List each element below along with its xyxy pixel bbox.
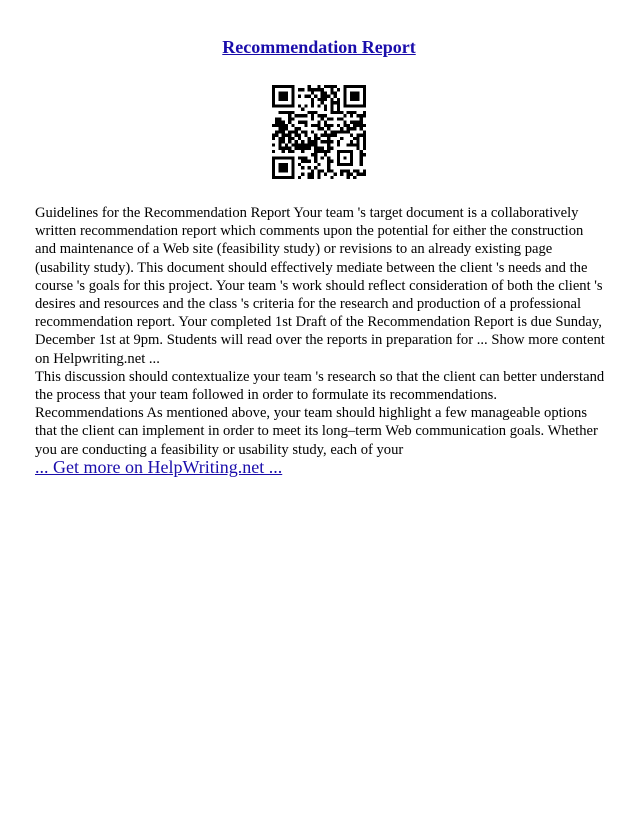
- qr-code-icon: [272, 85, 366, 179]
- page-title: [0, 36, 638, 58]
- get-more-link[interactable]: ... Get more on HelpWriting.net ...: [35, 457, 283, 477]
- paragraph-1: Guidelines for the Recommendation Report Your team 's target document is a collaboratively written recommendation report which comments upon the potential for either the construction and maintenance of a Web site (feasibility study) or revisions to an already existing page (usability study). This document should effectively mediate between the client 's needs and the course 's goals for this project. Your team 's work should reflect consideration of both the client 's desires and resources and the class 's criteria for the research and production of a professional recommendation report. Your completed 1st Draft of the Recommendation Report is due Sunday, December 1st at 9pm. Students will read over the reports in preparation for ... Show more content on Helpwriting.net ...: [35, 205, 605, 367]
- document-body: [35, 204, 607, 459]
- paragraph-2: This discussion should contextualize your team 's research so that the client can better understand the process that your team followed in order to formulate its recommendations. Recommendations As mentioned above, your team should highlight a few manageable options that the client can implement in order to meet its long–term Web communication goals. Whether you are conducting a feasibility or usability study, each of your: [35, 368, 605, 458]
- title-link[interactable]: Recommendation Report: [222, 37, 416, 57]
- more-link-container: [35, 456, 282, 478]
